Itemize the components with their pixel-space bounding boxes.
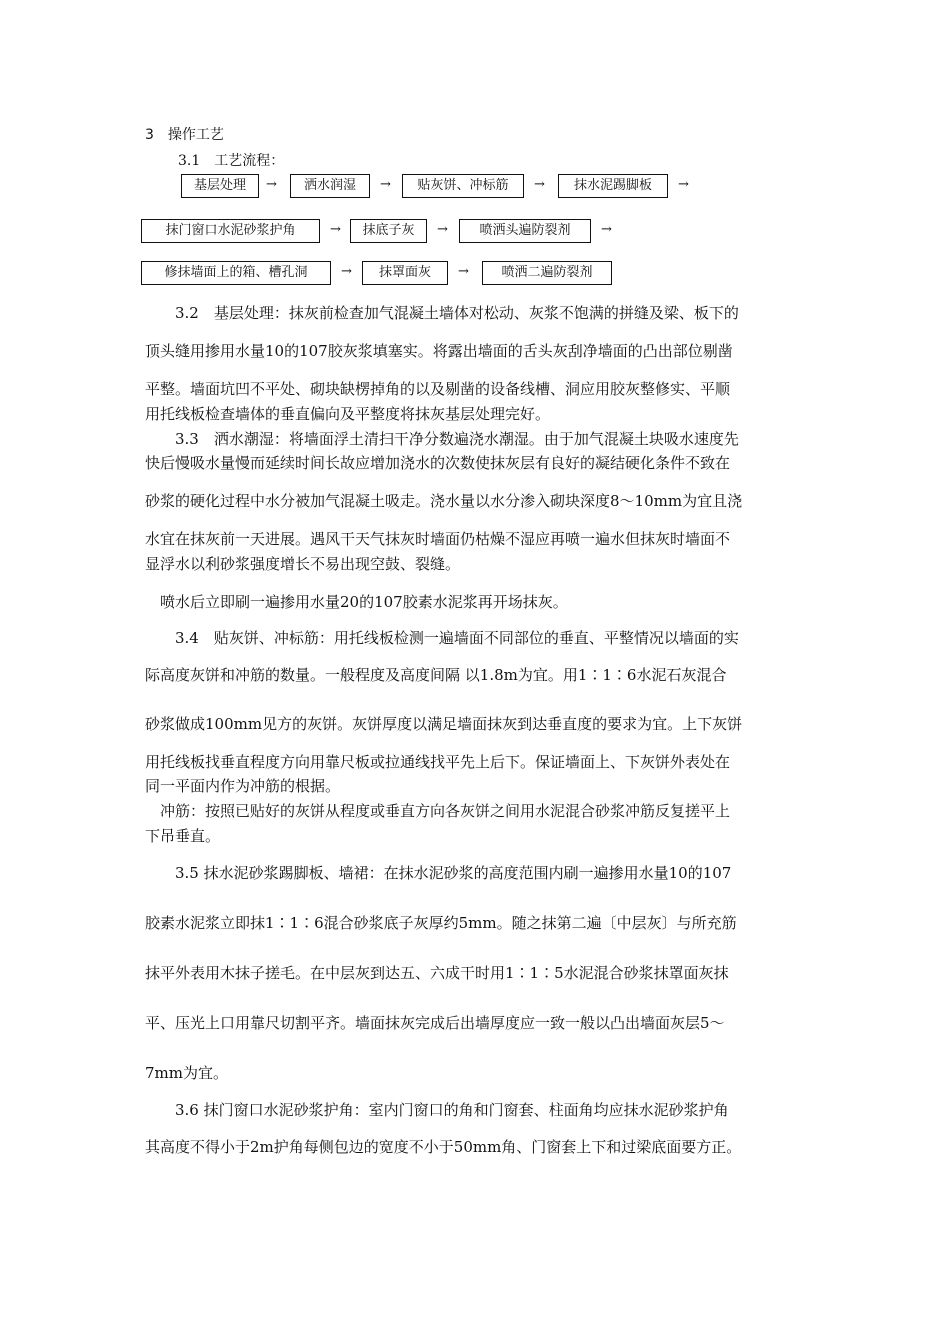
flow-box-base-coat: 抹底子灰 [350, 219, 427, 243]
paragraph-line: 平、压光上口用靠尺切割平齐。墙面抹灰完成后出墙厚度应一致一般以凸出墙面灰层5～ [145, 1014, 725, 1032]
flow-arrow: → [458, 264, 469, 279]
flow-box-repair-holes: 修抹墙面上的箱、槽孔洞 [141, 261, 331, 285]
paragraph-line: 显浮水以利砂浆强度增长不易出现空鼓、裂缝。 [145, 555, 461, 573]
paragraph-line: 3.2 基层处理：抹灰前检查加气混凝土墙体对松动、灰浆不饱满的拼缝及梁、板下的 [175, 304, 739, 322]
paragraph-line: 3.4 贴灰饼、冲标筋：用托线板检测一遍墙面不同部位的垂直、平整情况以墙面的实 [175, 629, 739, 647]
paragraph-line: 际高度灰饼和冲筋的数量。一般程度及高度间隔 以1.8m为宜。用1∶1∶6水泥石灰混合 [145, 666, 727, 684]
flow-box-second-spray: 喷洒二遍防裂剂 [482, 261, 612, 285]
flow-arrow: → [380, 177, 391, 192]
flow-arrow: → [534, 177, 545, 192]
paragraph-line: 3.5 抹水泥砂浆踢脚板、墙裙：在抹水泥砂浆的高度范围内刷一遍掺用水量10的107 [175, 864, 732, 882]
paragraph-line: 同一平面内作为冲筋的根据。 [145, 777, 341, 795]
flow-box-corner-guard: 抹门窗口水泥砂浆护角 [141, 219, 320, 243]
paragraph-line: 顶头缝用掺用水量10的107胶灰浆填塞实。将露出墙面的舌头灰刮净墙面的凸出部位剔凿 [145, 342, 733, 360]
flow-box-first-spray: 喷洒头遍防裂剂 [459, 219, 591, 243]
paragraph-line: 水宜在抹灰前一天进展。遇风干天气抹灰时墙面仍枯燥不湿应再喷一遍水但抹灰时墙面不 [145, 530, 731, 548]
paragraph-line: 下吊垂直。 [145, 827, 221, 845]
flow-arrow: → [330, 222, 341, 237]
paragraph-line: 砂浆做成100mm见方的灰饼。灰饼厚度以满足墙面抹灰到达垂直度的要求为宜。上下灰饼 [145, 715, 743, 733]
paragraph-line: 3.3 洒水潮湿：将墙面浮土清扫干净分数遍浇水潮湿。由于加气混凝土块吸水速度先 [175, 430, 739, 448]
paragraph-line: 平整。墙面坑凹不平处、砌块缺楞掉角的以及剔凿的设备线槽、洞应用胶灰整修实、平顺 [145, 380, 731, 398]
flow-arrow: → [601, 222, 612, 237]
flow-box-base-treatment: 基层处理 [181, 174, 259, 198]
paragraph-line: 喷水后立即刷一遍掺用水量20的107胶素水泥浆再开场抹灰。 [160, 593, 568, 611]
paragraph-line: 3.6 抹门窗口水泥砂浆护角：室内门窗口的角和门窗套、柱面角均应抹水泥砂浆护角 [175, 1101, 729, 1119]
paragraph-line: 用托线板找垂直程度方向用靠尺板或拉通线找平先上后下。保证墙面上、下灰饼外表处在 [145, 753, 731, 771]
flow-box-plaster-cakes: 贴灰饼、冲标筋 [402, 174, 524, 198]
subsection-heading: 3.1 工艺流程： [178, 153, 285, 169]
paragraph-line: 砂浆的硬化过程中水分被加气混凝土吸走。浇水量以水分渗入砌块深度8～10mm为宜且浇 [145, 492, 743, 510]
flow-box-wetting: 洒水润湿 [290, 174, 370, 198]
paragraph-line: 快后慢吸水量慢而延续时间长故应增加浇水的次数使抹灰层有良好的凝结硬化条件不致在 [145, 454, 731, 472]
paragraph-line: 抹平外表用木抹子搓毛。在中层灰到达五、六成干时用1∶1∶5水泥混合砂浆抹罩面灰抹 [145, 964, 729, 982]
paragraph-line: 其高度不得小于2m护角每侧包边的宽度不小于50mm角、门窗套上下和过梁底面要方正。 [145, 1138, 742, 1156]
paragraph-line: 冲筋：按照已贴好的灰饼从程度或垂直方向各灰饼之间用水泥混合砂浆冲筋反复搓平上 [160, 802, 731, 820]
flow-arrow: → [266, 177, 277, 192]
flow-arrow: → [341, 264, 352, 279]
paragraph-line: 用托线板检查墙体的垂直偏向及平整度将抹灰基层处理完好。 [145, 405, 551, 423]
flow-arrow: → [437, 222, 448, 237]
paragraph-line: 7mm为宜。 [145, 1064, 228, 1082]
section-heading: 3 操作工艺 [145, 127, 224, 143]
flow-box-finish-coat: 抹罩面灰 [362, 261, 448, 285]
flow-arrow: → [678, 177, 689, 192]
flow-box-skirting: 抹水泥踢脚板 [558, 174, 668, 198]
paragraph-line: 胶素水泥浆立即抹1∶1∶6混合砂浆底子灰厚约5mm。随之抹第二遍〔中层灰〕与所充筋 [145, 914, 737, 932]
